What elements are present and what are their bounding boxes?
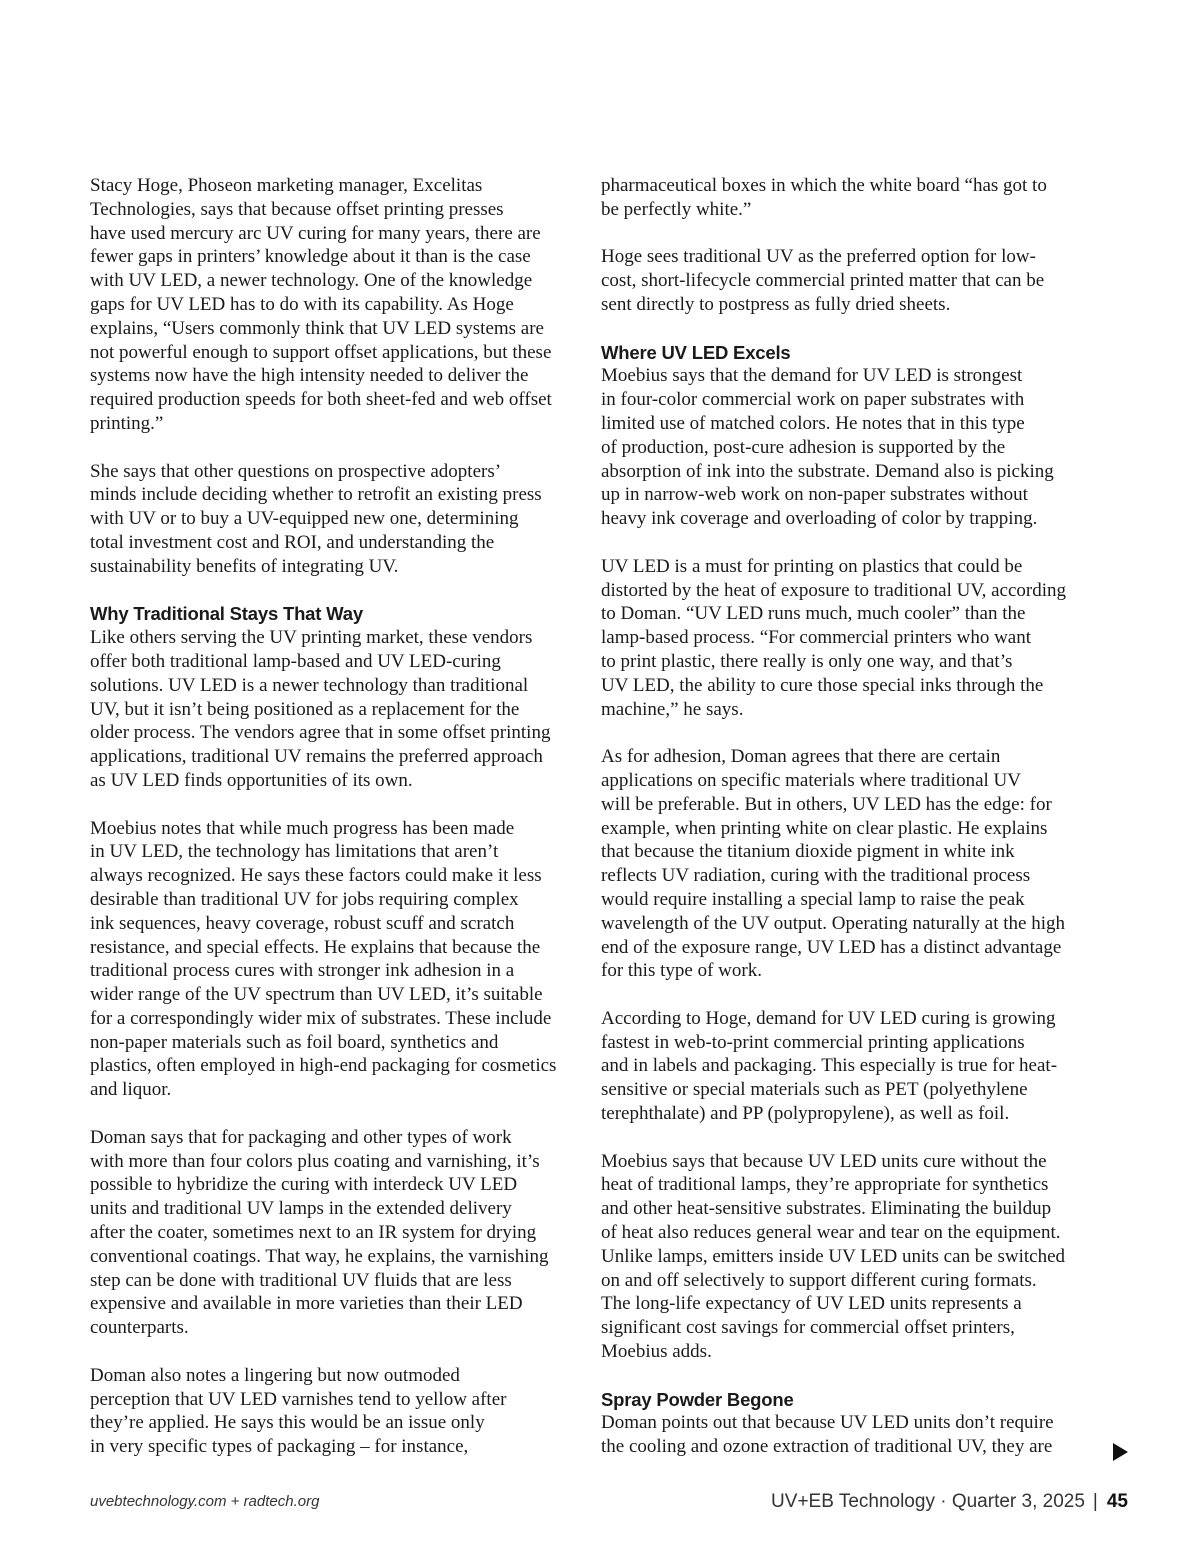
footer-separator: |	[1092, 1491, 1098, 1512]
section-heading-uv-led-excels: Where UV LED Excels	[601, 341, 791, 363]
right-paragraph-1: pharmaceutical boxes in which the white board “has got to be perfectly white.”	[601, 175, 1047, 220]
left-paragraph-6: Doman also notes a lingering but now outmoded perception that UV LED varnishes tend to yellow after they’re applied. He says this would be an issue only in very specific types of packaging – for instance,	[90, 1364, 507, 1458]
right-paragraph-5: As for adhesion, Doman agrees that there are certain applications on specific materials where traditional UV will be preferable. But in others, UV LED has the edge: for example, when printing white on clear plastic. He explains that because the titanium dioxide pigment in white ink reflects UV radiation, curing with the traditional process would require installing a special lamp to raise the peak wavelength of the UV output. Operating naturally at the high end of the exposure range, UV LED has a distinct advantage for this type of work.	[601, 746, 1065, 982]
section-heading-spray-powder: Spray Powder Begone	[601, 1388, 794, 1410]
footer-websites: uvebtechnology.com + radtech.org	[90, 1493, 320, 1510]
footer-publication-info	[771, 1490, 1128, 1514]
right-paragraph-7: Moebius says that because UV LED units cure without the heat of traditional lamps, they’re appropriate for synthetics and other heat-sensitive substrates. Eliminating the buildup of heat also reduces general wear and tear on the equipment. Unlike lamps, emitters inside UV LED units can be switched on and off selectively to support different curing formats. The long-life expectancy of UV LED units represents a significant cost savings for commercial offset printers, Moebius adds.	[601, 1150, 1066, 1363]
right-paragraph-3: Moebius says that the demand for UV LED is strongest in four-color commercial work on paper substrates with limited use of matched colors. He notes that in this type of production, post-cure adhesion is supported by the absorption of ink into the substrate. Demand also is picking up in narrow-web work on non-paper substrates without heavy ink coverage and overloading of color by trapping.	[601, 365, 1054, 530]
right-column	[601, 174, 1091, 1483]
left-paragraph-3: Like others serving the UV printing market, these vendors offer both traditional lamp-based and UV LED-curing solutions. UV LED is a newer technology than traditional UV, but it isn’t being positioned as a replacement for the older process. The vendors agree that in some offset printing applications, traditional UV remains the preferred approach as UV LED finds opportunities of its own.	[90, 627, 551, 791]
left-paragraph-2: She says that other questions on prospective adopters’ minds include deciding whether to retrofit an existing press with UV or to buy a UV-equipped new one, determining total investment cost and ROI, and understanding the sustainability benefits of integrating UV.	[90, 460, 542, 577]
left-paragraph-1: Stacy Hoge, Phoseon marketing manager, Excelitas Technologies, says that because offset printing presses have used mercury arc UV curing for many years, there are fewer gaps in printers’ knowledge about it than is the case with UV LED, a newer technology. One of the knowledge gaps for UV LED has to do with its capability. As Hoge explains, “Users commonly think that UV LED systems are not powerful enough to support offset applications, but these systems now have the high intensity needed to deliver the required production speeds for both sheet-fed and web offset printing.”	[90, 175, 552, 434]
page-number: 45	[1106, 1491, 1128, 1512]
section-heading-why-traditional: Why Traditional Stays That Way	[90, 603, 363, 625]
left-paragraph-5: Doman says that for packaging and other types of work with more than four colors plus coating and varnishing, it’s possible to hybridize the curing with interdeck UV LED units and traditional UV lamps in the extended delivery after the coater, sometimes next to an IR system for drying conventional coatings. That way, he explains, the varnishing step can be done with traditional UV fluids that are less expensive and available in more varieties than their LED counterparts.	[90, 1126, 549, 1339]
right-paragraph-8: Doman points out that because UV LED units don’t require the cooling and ozone extraction of traditional UV, they are	[601, 1412, 1054, 1458]
left-paragraph-4: Moebius notes that while much progress has been made in UV LED, the technology has limitations that aren’t always recognized. He says these factors could make it less desirable than traditional UV for jobs requiring complex ink sequences, heavy coverage, robust scuff and scratch resistance, and special effects. He explains that because the traditional process cures with stronger ink adhesion in a wider range of the UV spectrum than UV LED, it’s suitable for a correspondingly wider mix of substrates. These include non-paper materials such as foil board, synthetics and plastics, often employed in high-end packaging for cosmetics and liquor.	[90, 817, 557, 1101]
right-paragraph-6: According to Hoge, demand for UV LED curing is growing fastest in web-to-print commercial printing applications and in labels and packaging. This especially is true for heat- sensitive or special materials such as PET (polyethylene terephthalate) and PP (polypropylene), as well as foil.	[601, 1007, 1058, 1125]
footer-publication: UV+EB Technology · Quarter 3, 2025	[771, 1491, 1085, 1512]
continue-arrow-icon	[1113, 1443, 1128, 1461]
left-column	[90, 174, 580, 1483]
right-paragraph-4: UV LED is a must for printing on plastics that could be distorted by the heat of exposure to traditional UV, according to Doman. “UV LED runs much, much cooler” than the lamp-based process. “For commercial printers who want to print plastic, there really is only one way, and that’s UV LED, the ability to cure those special inks through the machine,” he says.	[601, 555, 1067, 720]
right-paragraph-2: Hoge sees traditional UV as the preferred option for low- cost, short-lifecycle commercial printed matter that can be sent directly to postpress as fully dried sheets.	[601, 246, 1045, 315]
